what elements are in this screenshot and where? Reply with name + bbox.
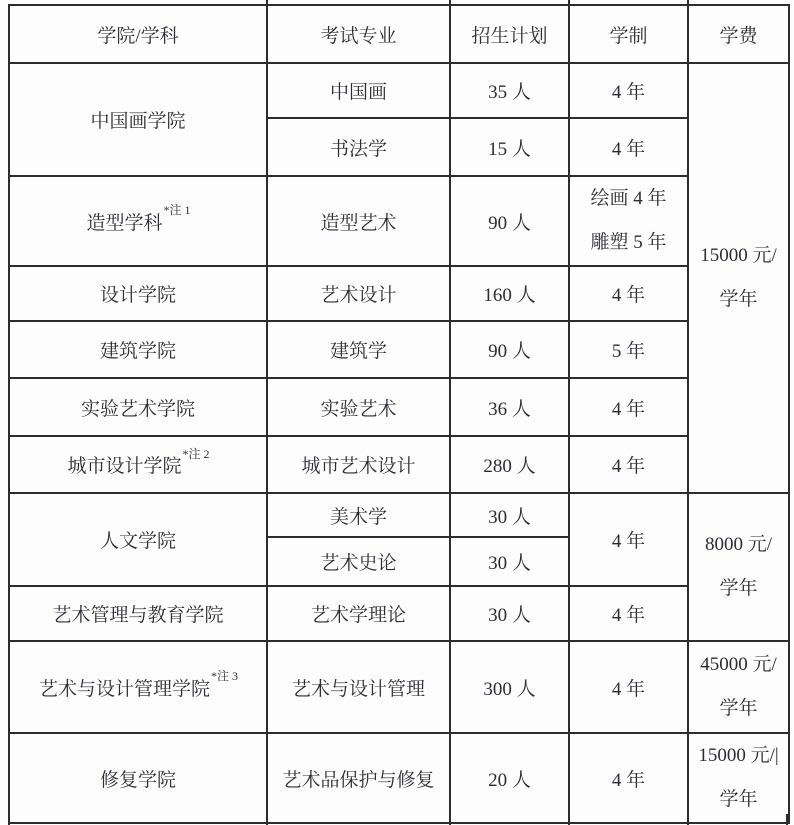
duration-cell: 4 年	[569, 118, 688, 176]
duration-cell: 4 年	[569, 733, 688, 823]
major-cell: 艺术品保护与修复	[267, 733, 450, 823]
major-cell: 艺术史论	[267, 537, 450, 586]
table-row	[9, 266, 789, 321]
college-cell: 修复学院	[9, 733, 267, 823]
plan-cell: 15 人	[450, 118, 569, 176]
footnote-marker: *注 3	[211, 669, 239, 684]
plan-cell: 30 人	[450, 586, 569, 641]
header-major: 考试专业	[267, 5, 450, 63]
college-name: 艺术与设计管理学院	[38, 678, 210, 700]
college-cell: 人文学院	[9, 493, 267, 586]
table-row	[9, 586, 789, 641]
tuition-line-2: 学年	[719, 789, 758, 811]
admissions-plan-table	[8, 4, 790, 824]
tuition-cell	[688, 733, 789, 823]
plan-cell: 90 人	[450, 176, 569, 266]
header-row	[9, 5, 789, 63]
footnote-marker: *注 1	[163, 203, 191, 218]
header-duration: 学制	[569, 5, 688, 63]
major-cell: 造型艺术	[267, 176, 450, 266]
major-cell: 美术学	[267, 493, 450, 537]
table-row	[9, 641, 789, 733]
duration-cell: 4 年	[569, 378, 688, 436]
tuition-line-1: 45000 元/	[700, 654, 777, 676]
duration-cell: 4 年	[569, 436, 688, 493]
college-cell: 中国画学院	[9, 63, 267, 176]
plan-cell: 35 人	[450, 63, 569, 118]
duration-cell: 4 年	[569, 63, 688, 118]
tuition-line-2: 学年	[719, 289, 758, 311]
header-plan: 招生计划	[450, 5, 569, 63]
college-cell	[9, 176, 267, 266]
major-cell: 建筑学	[267, 321, 450, 378]
plan-cell: 280 人	[450, 436, 569, 493]
tuition-line-1: 15000 元/	[700, 245, 777, 266]
college-cell: 实验艺术学院	[9, 378, 267, 436]
major-cell: 艺术设计	[267, 266, 450, 321]
duration-cell: 5 年	[569, 321, 688, 378]
footnote-marker: *注 2	[182, 446, 210, 461]
table-row	[9, 378, 789, 436]
plan-cell: 30 人	[450, 537, 569, 586]
college-cell: 建筑学院	[9, 321, 267, 378]
table-row	[9, 63, 789, 118]
college-cell: 设计学院	[9, 266, 267, 321]
college-name: 造型学科	[86, 212, 163, 234]
college-cell	[9, 436, 267, 493]
table-row	[9, 733, 789, 823]
college-cell: 艺术管理与教育学院	[9, 586, 267, 641]
major-cell: 中国画	[267, 63, 450, 118]
plan-cell: 30 人	[450, 493, 569, 537]
header-tuition: 学费	[688, 5, 789, 63]
plan-cell: 36 人	[450, 378, 569, 436]
college-cell	[9, 641, 267, 733]
duration-cell: 4 年	[569, 493, 688, 586]
plan-cell: 300 人	[450, 641, 569, 733]
tuition-line-1: 8000 元/	[704, 534, 773, 556]
tuition-cell	[688, 493, 789, 641]
plan-cell: 20 人	[450, 733, 569, 823]
duration-cell: 4 年	[569, 266, 688, 321]
duration-cell: 4 年	[569, 586, 688, 641]
major-cell: 艺术与设计管理	[267, 641, 450, 733]
duration-line-2: 雕塑 5 年	[590, 232, 667, 254]
duration-cell: 4 年	[569, 641, 688, 733]
tuition-line-2: 学年	[719, 698, 758, 720]
plan-cell: 90 人	[450, 321, 569, 378]
plan-cell: 160 人	[450, 266, 569, 321]
tuition-line-1-with-cursor: 15000 元/|	[698, 745, 779, 767]
table-row	[9, 493, 789, 537]
duration-cell	[569, 176, 688, 266]
tuition-line-2: 学年	[719, 578, 758, 600]
major-cell: 艺术学理论	[267, 586, 450, 641]
major-cell: 书法学	[267, 118, 450, 176]
major-cell: 城市艺术设计	[267, 436, 450, 493]
tuition-cell	[688, 63, 789, 493]
major-cell: 实验艺术	[267, 378, 450, 436]
tuition-cell	[688, 641, 789, 733]
table-row	[9, 321, 789, 378]
header-college: 学院/学科	[9, 5, 267, 63]
duration-line-1: 绘画 4 年	[590, 188, 667, 209]
college-name: 城市设计学院	[67, 456, 182, 478]
table-row	[9, 176, 789, 266]
table-row	[9, 436, 789, 493]
